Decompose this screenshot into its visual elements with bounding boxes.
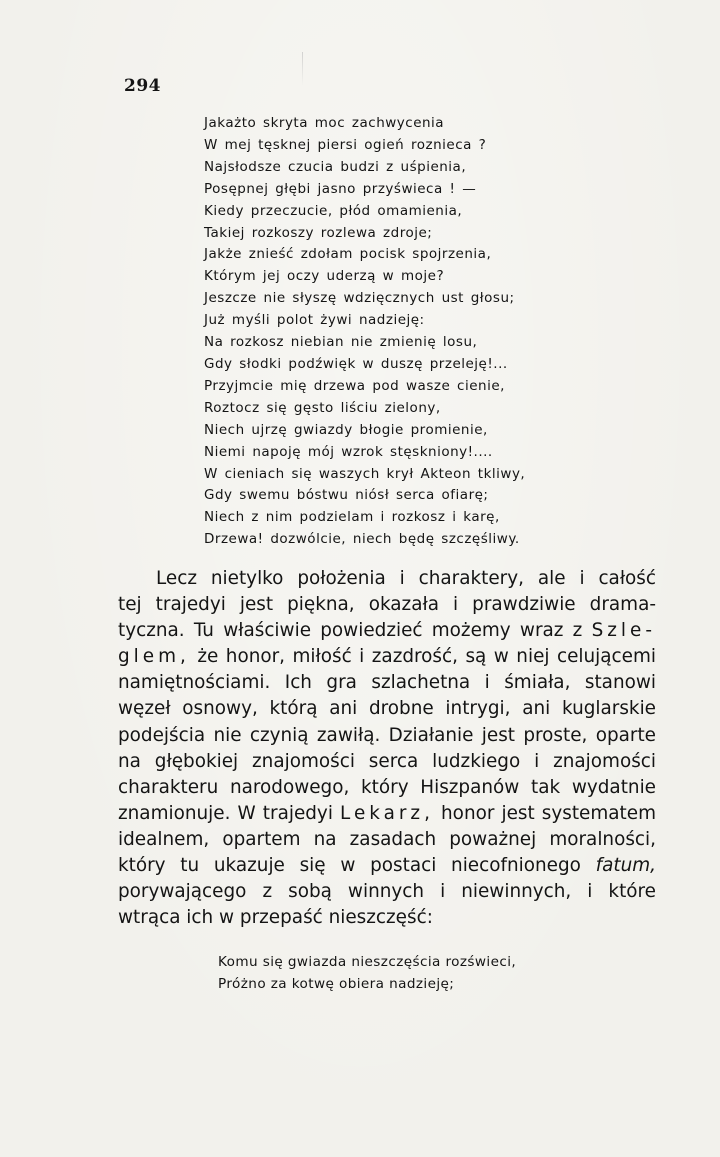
poem-stanza <box>204 113 584 551</box>
prose-text: znamionuje. W trajedyi <box>118 802 333 824</box>
poem-line: Niemi napoję mój wzrok stęskniony!.... <box>204 443 493 460</box>
poem-line: Drzewa! dozwólcie, niech będę szczęśliwy. <box>204 531 520 548</box>
poem-line: Gdy słodki podźwięk w duszę przeleję!... <box>204 355 508 372</box>
poem-line: Jeszcze nie słyszę wdzięcznych ust głosu; <box>204 290 515 307</box>
scan-mark <box>302 52 303 86</box>
poem-line: Niech z nim podzielam i rozkosz i karę, <box>204 509 500 526</box>
prose-text: który tu ukazuje się w postaci niecofnionego <box>118 855 581 877</box>
prose-line: porywającego z sobą winnych i niewinnych, i które <box>118 881 656 903</box>
poem-line: Jakże znieść zdołam pocisk spojrzenia, <box>204 246 492 263</box>
poem-line: Roztocz się gęsto liściu zielony, <box>204 399 441 416</box>
prose-line <box>118 801 656 827</box>
poem-line: Już myśli polot żywi nadzieję: <box>204 312 425 329</box>
poem-line: Gdy swemu bóstwu niósł serca ofiarę; <box>204 487 489 504</box>
poem-line: Przyjmcie mię drzewa pod wasze cienie, <box>204 377 505 394</box>
italic-term: fatum, <box>595 855 656 877</box>
poem-line: W mej tęsknej piersi ogień roznieca ? <box>204 136 487 153</box>
prose-line: wtrąca ich w przepaść nieszczęść: <box>118 907 433 929</box>
prose-line <box>118 618 656 644</box>
prose-text: że honor, miłość i zazdrość, są w niej celującemi <box>189 646 656 668</box>
prose-line: podejścia nie czynią zawiłą. Działanie jest proste, oparte <box>118 724 656 746</box>
poem-line: Niech ujrzę gwiazdy błogie promienie, <box>204 421 488 438</box>
prose-line <box>118 853 656 879</box>
poem-line: Takiej rozkoszy rozlewa zdroje; <box>204 224 433 241</box>
prose-line: idealnem, opartem na zasadach poważnej moralności, <box>118 828 656 850</box>
quoted-verse <box>218 951 598 995</box>
author-name-spaced: glem, <box>118 646 190 668</box>
poem-line: Którym jej oczy uderzą w moje? <box>204 268 445 285</box>
prose-text: tyczna. Tu właściwie powiedzieć możemy wraz z <box>118 620 583 642</box>
poem-line: Najsłodsze czucia budzi z uśpienia, <box>204 158 467 175</box>
poem-line: Posępnej głębi jasno przyświeca ! — <box>204 180 477 197</box>
prose-line: tej trajedyi jest piękna, okazała i prawdziwie drama- <box>118 594 656 616</box>
prose-line: węzeł osnowy, którą ani drobne intrygi, ani kuglarskie <box>118 698 656 720</box>
prose-line: charakteru narodowego, który Hiszpanów tak wydatnie <box>118 776 656 798</box>
poem-line: W cieniach się waszych krył Akteon tkliwy, <box>204 465 526 482</box>
prose-line: Lecz nietylko położenia i charaktery, ale i całość <box>156 568 656 589</box>
play-title-spaced: Lekarz, <box>340 802 434 824</box>
prose-line: namiętnościami. Ich gra szlachetna i śmiała, stanowi <box>118 672 656 694</box>
prose-paragraph <box>118 566 656 931</box>
prose-line: na głębokiej znajomości serca ludzkiego i znajomości <box>118 750 656 772</box>
poem-line: Kiedy przeczucie, płód omamienia, <box>204 202 463 219</box>
quote-line: Komu się gwiazda nieszczęścia rozświeci, <box>218 954 517 970</box>
poem-line: Jakażto skryta moc zachwycenia <box>204 115 445 131</box>
prose-text: honor jest systematem <box>441 802 656 824</box>
author-name-spaced: Szle- <box>591 620 656 642</box>
poem-line: Na rozkosz niebian nie zmienię losu, <box>204 334 478 351</box>
page-number: 294 <box>124 76 161 96</box>
prose-line <box>118 644 656 670</box>
quote-line: Próżno za kotwę obiera nadzieję; <box>218 976 455 992</box>
